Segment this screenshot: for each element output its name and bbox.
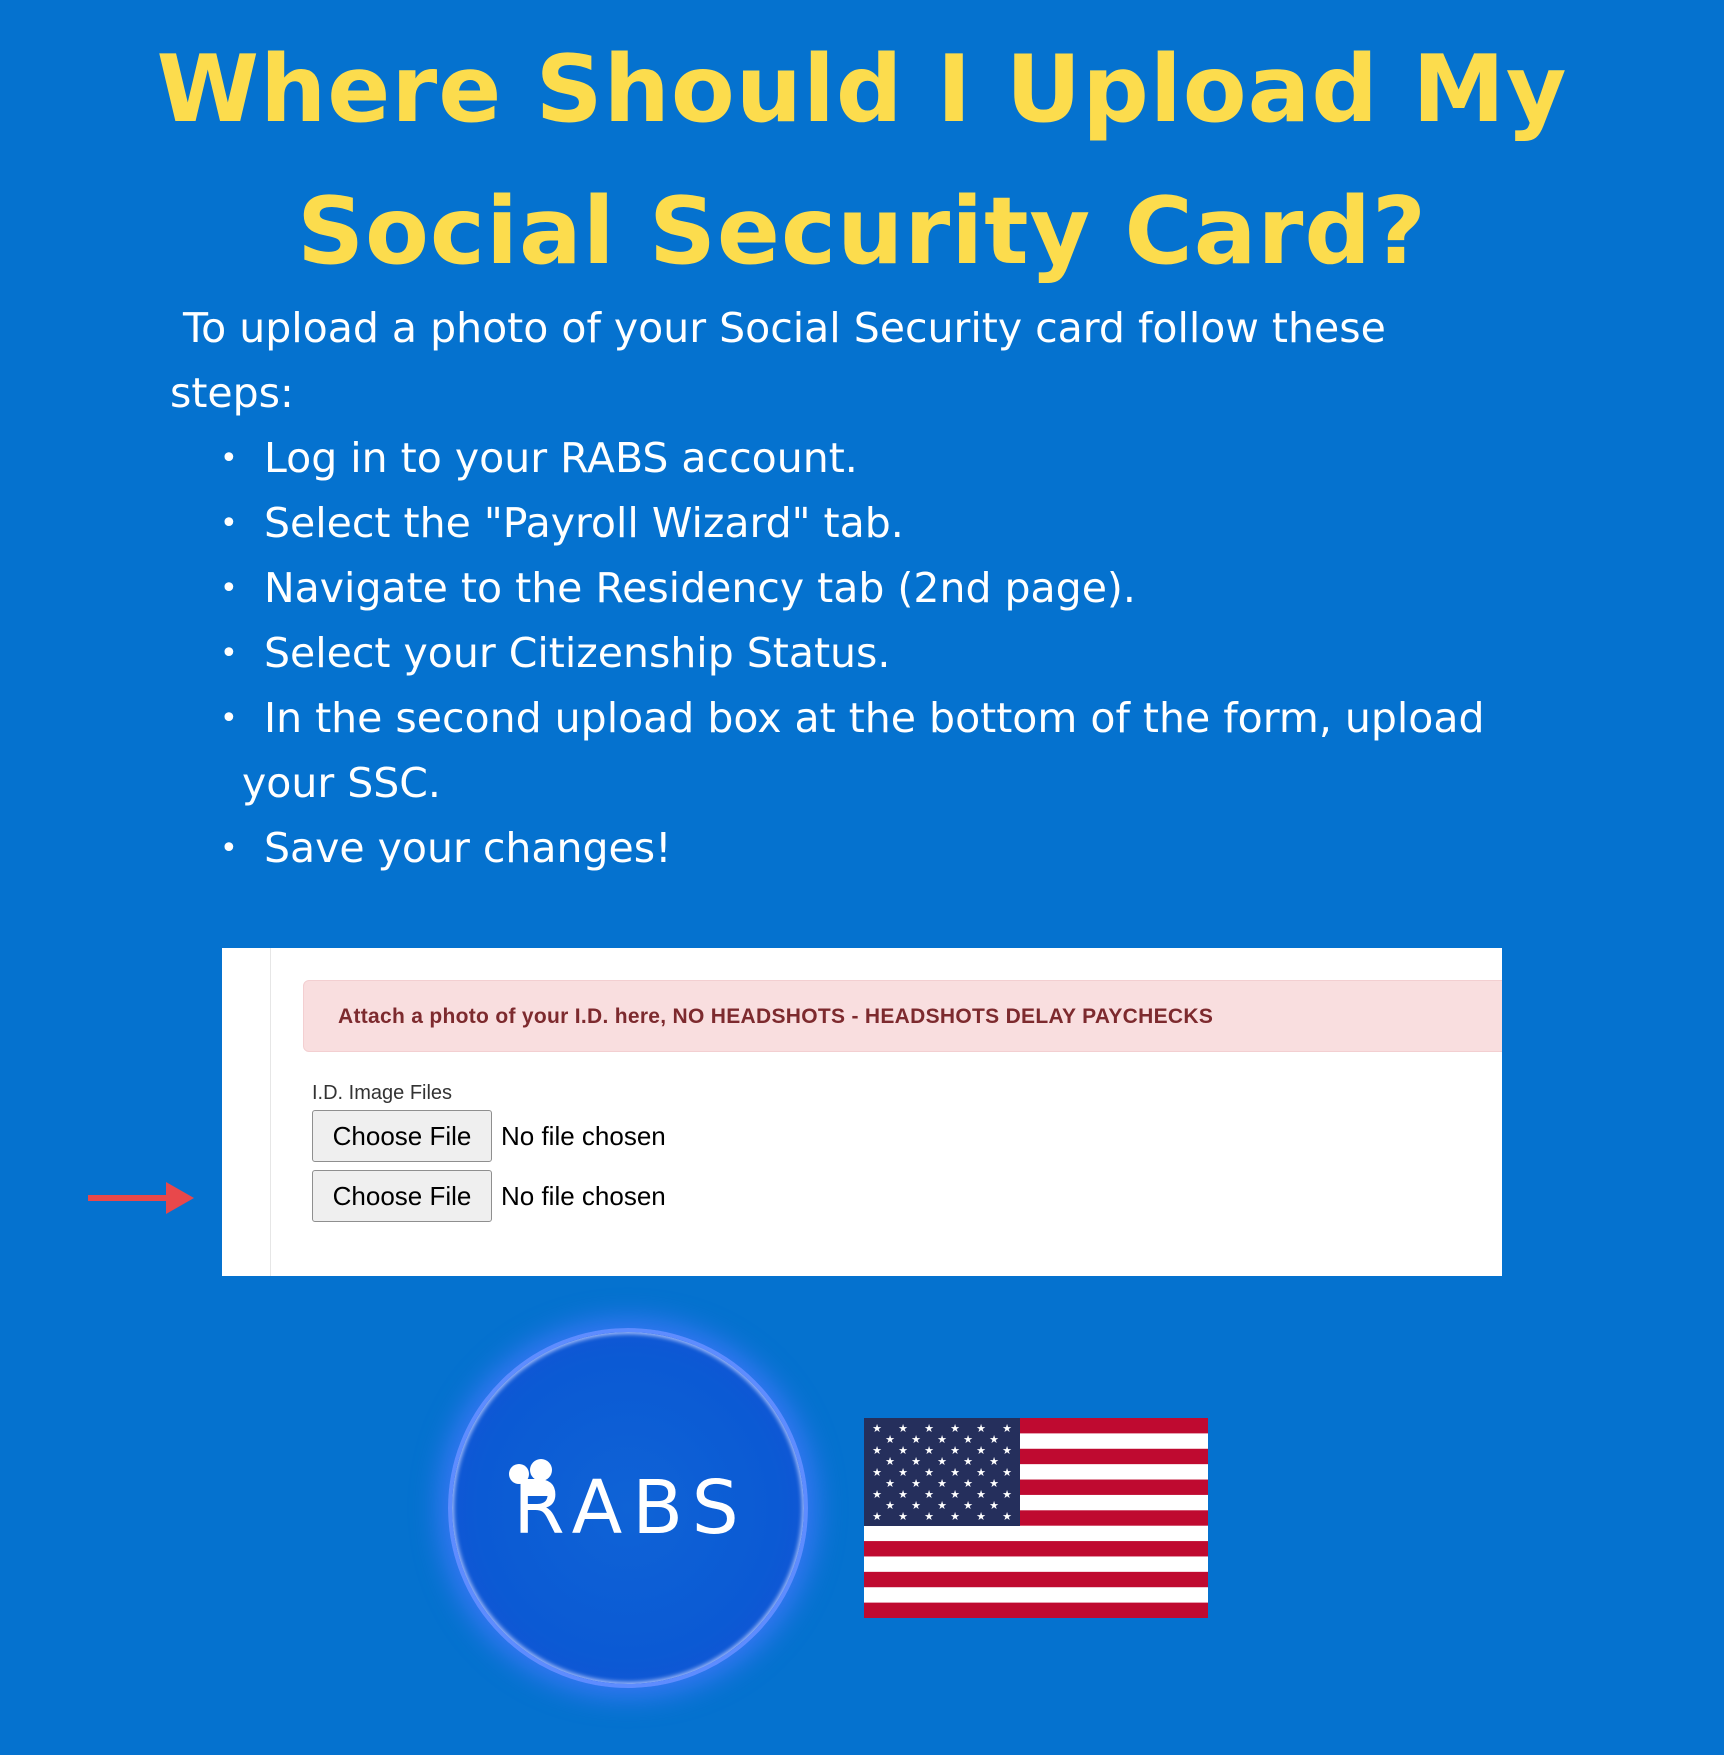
flag-star-icon: ★ <box>963 1456 973 1468</box>
step-text: Select the "Payroll Wizard" tab. <box>264 499 904 547</box>
flag-star-icon: ★ <box>885 1456 895 1468</box>
flag-star-icon: ★ <box>924 1445 934 1457</box>
title-line-1: Where Should I Upload My <box>156 35 1568 143</box>
step-item <box>220 426 1600 491</box>
flag-star-icon: ★ <box>885 1478 895 1490</box>
flag-star-icon: ★ <box>924 1423 934 1435</box>
flag-stripe <box>864 1587 1208 1603</box>
page-title <box>0 18 1724 302</box>
flag-star-icon: ★ <box>950 1445 960 1457</box>
choose-file-button[interactable]: Choose File <box>312 1110 492 1162</box>
arrow-right-icon <box>86 1174 196 1222</box>
rabs-logo <box>448 1328 808 1688</box>
flag-star-icon: ★ <box>989 1478 999 1490</box>
flag-star-icon: ★ <box>950 1467 960 1479</box>
flag-star-icon: ★ <box>937 1478 947 1490</box>
steps-list <box>220 426 1600 881</box>
form-screenshot-panel <box>222 948 1502 1276</box>
flag-star-icon: ★ <box>937 1456 947 1468</box>
flag-star-icon: ★ <box>898 1489 908 1501</box>
file-input-1[interactable] <box>312 1110 666 1162</box>
flag-star-icon: ★ <box>963 1500 973 1512</box>
intro-text: To upload a photo of your Social Security card follow these steps: <box>170 304 1386 417</box>
id-image-files-label: I.D. Image Files <box>312 1082 453 1104</box>
bullet-icon: • <box>220 506 238 541</box>
flag-stripe <box>864 1556 1208 1572</box>
flag-star-icon: ★ <box>950 1511 960 1523</box>
bullet-icon: • <box>220 701 238 736</box>
flag-star-icon: ★ <box>989 1434 999 1446</box>
step-text-continued: your SSC. <box>242 759 441 807</box>
flag-star-icon: ★ <box>872 1423 882 1435</box>
step-item <box>220 621 1600 686</box>
step-item <box>220 686 1600 816</box>
flag-star-icon: ★ <box>924 1489 934 1501</box>
step-text: Navigate to the Residency tab (2nd page). <box>264 564 1136 612</box>
flag-star-icon: ★ <box>924 1467 934 1479</box>
step-item <box>220 816 1600 881</box>
flag-star-icon: ★ <box>911 1456 921 1468</box>
flag-star-icon: ★ <box>924 1511 934 1523</box>
bullet-icon: • <box>220 571 238 606</box>
flag-star-icon: ★ <box>1002 1445 1012 1457</box>
flag-star-icon: ★ <box>1002 1423 1012 1435</box>
flag-star-icon: ★ <box>976 1423 986 1435</box>
flag-star-icon: ★ <box>872 1445 882 1457</box>
flag-star-icon: ★ <box>872 1489 882 1501</box>
title-line-2: Social Security Card? <box>297 177 1427 285</box>
bullet-icon: • <box>220 441 238 476</box>
panel-divider <box>270 948 271 1276</box>
flag-star-icon: ★ <box>911 1434 921 1446</box>
flag-star-icon: ★ <box>950 1489 960 1501</box>
flag-star-icon: ★ <box>963 1478 973 1490</box>
flag-star-icon: ★ <box>976 1489 986 1501</box>
flag-star-icon: ★ <box>937 1434 947 1446</box>
flag-star-icon: ★ <box>976 1511 986 1523</box>
step-text: In the second upload box at the bottom of the form, upload <box>264 694 1485 742</box>
flag-star-icon: ★ <box>1002 1467 1012 1479</box>
id-photo-alert <box>303 980 1502 1052</box>
file-status-text: No file chosen <box>501 1180 666 1211</box>
step-text: Log in to your RABS account. <box>264 434 858 482</box>
flag-star-icon: ★ <box>911 1500 921 1512</box>
flag-star-icon: ★ <box>989 1500 999 1512</box>
flag-star-icon: ★ <box>963 1434 973 1446</box>
flag-stripe <box>864 1603 1208 1618</box>
flag-star-icon: ★ <box>976 1445 986 1457</box>
flag-star-icon: ★ <box>911 1478 921 1490</box>
flag-star-icon: ★ <box>937 1500 947 1512</box>
flag-star-icon: ★ <box>989 1456 999 1468</box>
flag-star-icon: ★ <box>976 1467 986 1479</box>
flag-star-icon: ★ <box>898 1467 908 1479</box>
us-flag-icon <box>864 1418 1208 1618</box>
flag-star-icon: ★ <box>885 1434 895 1446</box>
flag-star-icon: ★ <box>898 1445 908 1457</box>
flag-stripe <box>864 1541 1208 1557</box>
logo-text: RABS <box>513 1465 749 1551</box>
flag-star-icon: ★ <box>1002 1511 1012 1523</box>
file-status-text: No file chosen <box>501 1120 666 1151</box>
file-input-2[interactable] <box>312 1170 666 1222</box>
bullet-icon: • <box>220 831 238 866</box>
flag-star-icon: ★ <box>885 1500 895 1512</box>
flag-star-icon: ★ <box>898 1511 908 1523</box>
flag-star-icon: ★ <box>1002 1489 1012 1501</box>
flag-stripe <box>864 1572 1208 1588</box>
step-item <box>220 556 1600 621</box>
step-text: Select your Citizenship Status. <box>264 629 891 677</box>
flag-star-icon: ★ <box>872 1511 882 1523</box>
flag-star-icon: ★ <box>950 1423 960 1435</box>
choose-file-button[interactable]: Choose File <box>312 1170 492 1222</box>
step-text: Save your changes! <box>264 824 672 872</box>
alert-text: Attach a photo of your I.D. here, NO HEADSHOTS - HEADSHOTS DELAY PAYCHECKS <box>338 1005 1214 1028</box>
step-item <box>220 491 1600 556</box>
flag-star-icon: ★ <box>898 1423 908 1435</box>
flag-star-icon: ★ <box>872 1467 882 1479</box>
bullet-icon: • <box>220 636 238 671</box>
flag-stripe <box>864 1526 1208 1542</box>
